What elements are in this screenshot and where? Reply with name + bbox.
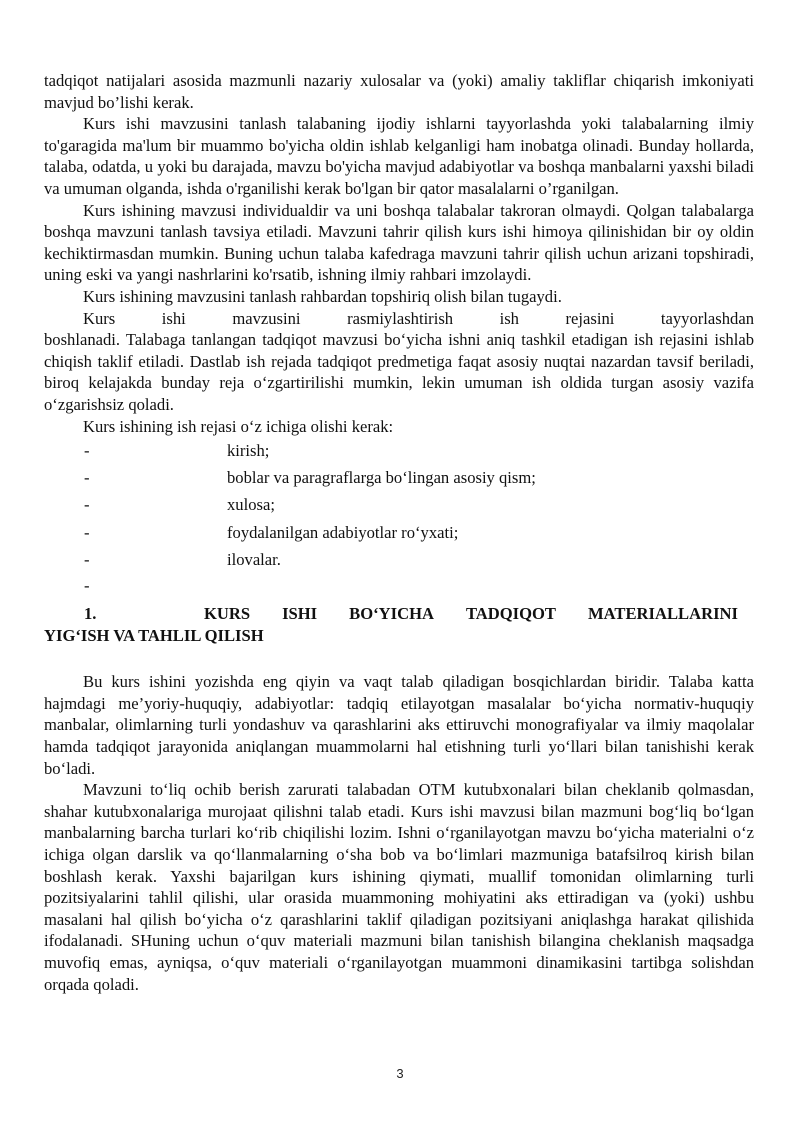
- list-dash: -: [84, 468, 90, 488]
- paragraph-1: tadqiqot natijalari asosida mazmunli nazariy xulosalar va (yoki) amaliy takliflar chiqarish imkoniyati mavjud bo’lishi kerak.: [44, 71, 754, 112]
- heading-word: MATERIALLARINI: [588, 604, 738, 624]
- paragraph-8: Mavzuni to‘liq ochib berish zarurati talabadan OTM kutubxonalari bilan cheklanib qolmasdan, shahar kutubxonalariga murojaat qilishni talab etadi. Kurs ishi mavzusi bilan mazmuni bog‘liq bo‘lgan manbalarning barcha turlari ko‘rib chiqilishi lozim. Ishni o‘rganilayotgan mavzu bo‘yicha materialni o‘z ichiga olgan darslik va qo‘llanmalarning o‘sha bob va bo‘limlari mazmuniga batafsilroq kirish bilan boshlash kerak. Yaxshi bajarilgan kurs ishining qiymati, muallif tomonidan olimlarning turli pozitsiyalarini tahlil qilishi, ular orasida muammoning mohiyatini aks ettiradigan va (yoki) ushbu masalani hal qilish bo‘yicha o‘z qarashlarini taklif qiladigan pozitsiyani aniqlashga harakat qilishida ifodalanadi. SHuning uchun o‘quv materiali mazmuni bilan tanishish bilangina cheklanish maqsadga muvofiq emas, ayniqsa, o‘quv materiali o‘rganilayotgan muammoni dinamikasini tartibga solishdan orqada qoladi.: [44, 780, 754, 994]
- section-number: 1.: [84, 604, 97, 624]
- paragraph-2: Kurs ishi mavzusini tanlash talabaning ijodiy ishlarni tayyorlashda yoki talabalarning ilmiy to'garagida ma'lum bir muammo bo'yicha oldin ishlab kelganligi ham inobatga olinadi. Bunday hollarda, talaba, odatda, u yoki bu darajada, mavzu bo'yicha mavjud adabiyotlar va boshqa manbalarni yaxshi biladi va umuman olganda, ishda o'rganilishi kerak bo'lgan bir qator masalalarni o’rganilgan.: [44, 114, 754, 198]
- heading-word: TADQIQOT: [465, 604, 557, 624]
- list-item: [44, 519, 754, 546]
- heading-word: ISHI: [282, 604, 318, 624]
- list-item: [44, 491, 754, 518]
- list-item-text: kirish;: [227, 441, 270, 461]
- list-dash: -: [84, 441, 90, 461]
- heading-word: BO‘YICHA: [349, 604, 434, 624]
- list-item-text: xulosa;: [227, 495, 275, 515]
- list-dash: -: [84, 522, 90, 542]
- heading-word: KURS: [204, 604, 251, 624]
- list-item: [44, 464, 754, 491]
- list-item-text: boblar va paragraflarga bo‘lingan asosiy qism;: [227, 468, 536, 488]
- list-item: [44, 437, 754, 464]
- paragraph-5-rest: boshlanadi. Talabaga tanlangan tadqiqot mavzusi bo‘yicha ishni aniq tashkil etadigan ish rejasini ishlab chiqish taklif etiladi. Dastlab ish rejada tadqiqot predmetiga faqat asosiy nuqtai nazardan tavsif beriladi, biroq kelajakda bunday reja o‘zgartirilishi mumkin, lekin umuman ish oldida turgan asosiy vazifa o‘zgarishsiz qoladi.: [44, 330, 754, 414]
- section-heading: [44, 603, 754, 646]
- section-heading-line-2: YIG‘ISH VA TAHLIL QILISH: [44, 625, 264, 645]
- empty-list-dash: [44, 573, 754, 599]
- paragraph-7: Bu kurs ishini yozishda eng qiyin va vaqt talab qiladigan bosqichlardan biridir. Talaba katta hajmdagi me’yoriy-huquqiy, adabiyotlar: tadqiq etilayotgan masalalar bo‘yicha normativ-huquqiy manbalar, olimlarning turli yondashuv va qarashlarini aks ettiruvchi monografiyalar va ilmiy maqolalar hamda tadqiqot jarayonida aniqlangan muammolarni hal etishning turli yo‘llari bilan tanishishi kerak bo‘ladi.: [44, 672, 754, 778]
- page-number: 3: [396, 1066, 404, 1081]
- list-item-text: foydalanilgan adabiyotlar ro‘yxati;: [227, 522, 459, 542]
- paragraph-6: Kurs ishining ish rejasi o‘z ichiga olishi kerak:: [83, 416, 394, 436]
- list-dash: -: [84, 549, 90, 569]
- plan-list: [44, 437, 754, 573]
- paragraph-4: Kurs ishining mavzusini tanlash rahbardan topshiriq olish bilan tugaydi.: [83, 286, 562, 306]
- paragraph-5-first-line: Kurs ishi mavzusini rasmiylashtirish ish rejasini tayyorlashdan: [83, 308, 754, 328]
- list-dash: -: [84, 495, 90, 515]
- document-page: [44, 70, 754, 995]
- list-dash: -: [84, 576, 90, 596]
- list-item-text: ilovalar.: [227, 549, 281, 569]
- paragraph-3: Kurs ishining mavzusi individualdir va uni boshqa talabalar takroran olmaydi. Qolgan talabalarga boshqa mavzuni tanlash tavsiya etiladi. Mavzuni tahrir qilish kurs ishi himoya qilinishidan bir oy oldin kechiktirmasdan mumkin. Buning uchun talaba kafedraga mavzuni tahrir qilish uchun arizani topshiradi, uning eski va yangi nashrlarini ko'rsatib, ishning ilmiy rahbari imzolaydi.: [44, 200, 754, 285]
- list-item: [44, 546, 754, 573]
